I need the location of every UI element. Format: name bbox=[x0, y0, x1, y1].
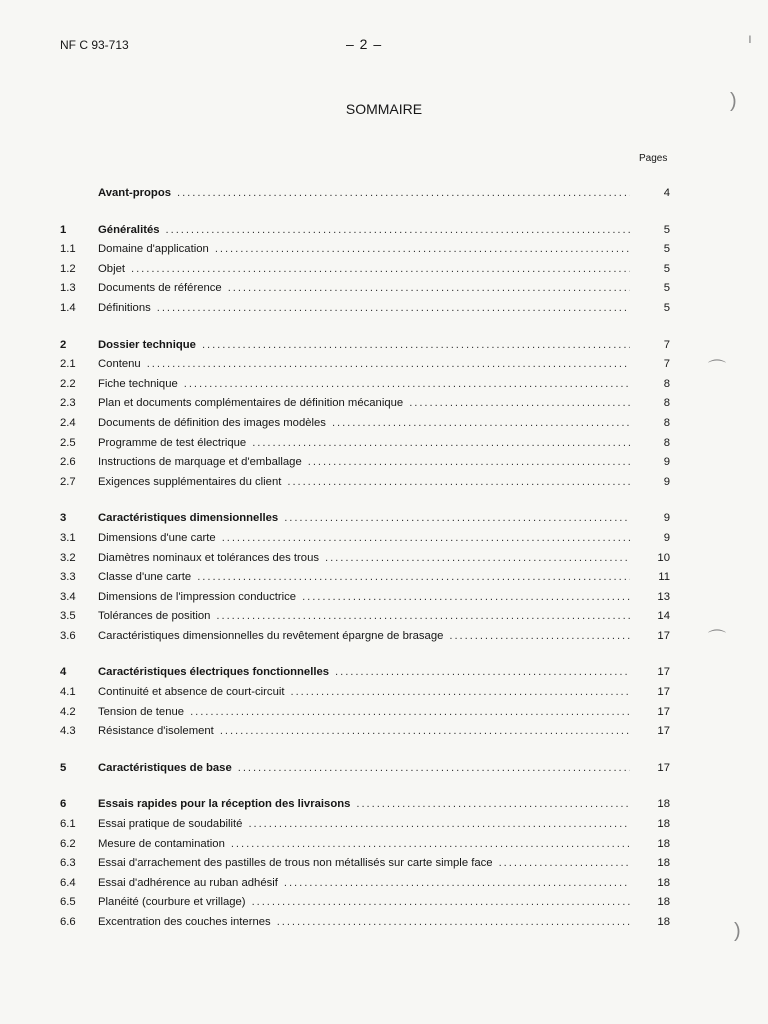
dot-leader bbox=[356, 798, 630, 810]
dot-leader bbox=[190, 706, 630, 718]
toc-page-number: 8 bbox=[663, 436, 670, 449]
toc-page-number: 18 bbox=[657, 896, 670, 909]
dot-leader bbox=[202, 339, 630, 351]
toc-page-number: 5 bbox=[663, 243, 670, 256]
toc-page-number: 18 bbox=[657, 876, 670, 889]
toc-page-number: 14 bbox=[657, 610, 670, 623]
toc-subsection-row[interactable] bbox=[60, 456, 670, 476]
toc-page-number: 8 bbox=[663, 397, 670, 410]
toc-page-number: 4 bbox=[663, 187, 670, 199]
toc-page-number: 17 bbox=[657, 705, 670, 718]
toc-subsection-row[interactable] bbox=[60, 552, 670, 572]
scan-mark: ı bbox=[748, 30, 752, 46]
toc-subsection-row[interactable] bbox=[60, 571, 670, 591]
toc-label: Planéité (courbure et vrillage) bbox=[98, 896, 246, 909]
dot-leader bbox=[147, 358, 630, 370]
table-of-contents bbox=[60, 187, 670, 936]
toc-subsection-row[interactable] bbox=[60, 706, 670, 726]
toc-label: Documents de définition des images modèles bbox=[98, 416, 326, 429]
toc-subsection-row[interactable] bbox=[60, 243, 670, 263]
toc-page-number: 18 bbox=[657, 798, 670, 811]
dot-leader bbox=[252, 437, 630, 449]
toc-label: Domaine d'application bbox=[98, 243, 209, 256]
toc-number: 2.5 bbox=[60, 436, 76, 449]
toc-subsection-row[interactable] bbox=[60, 397, 670, 417]
toc-subsection-row[interactable] bbox=[60, 282, 670, 302]
scan-mark: ) bbox=[730, 90, 737, 112]
section-gap bbox=[60, 322, 670, 339]
toc-label: Essai d'adhérence au ruban adhésif bbox=[98, 876, 278, 889]
toc-label: Classe d'une carte bbox=[98, 571, 192, 584]
toc-number: 1.3 bbox=[60, 282, 76, 295]
toc-label: Plan et documents complémentaires de définition mécanique bbox=[98, 397, 404, 410]
toc-subsection-row[interactable] bbox=[60, 476, 670, 496]
toc-label: Caractéristiques dimensionnelles du revêtement épargne de brasage bbox=[98, 629, 444, 642]
toc-subsection-row[interactable] bbox=[60, 686, 670, 706]
toc-subsection-row[interactable] bbox=[60, 857, 670, 877]
toc-page-number: 9 bbox=[663, 475, 670, 488]
toc-number: 6.6 bbox=[60, 916, 76, 928]
toc-label: Diamètres nominaux et tolérances des trous bbox=[98, 551, 320, 564]
document-reference: NF C 93-713 bbox=[60, 38, 129, 52]
toc-subsection-row[interactable] bbox=[60, 263, 670, 283]
toc-label: Fiche technique bbox=[98, 377, 178, 390]
toc-label: Essai pratique de soudabilité bbox=[98, 818, 243, 831]
section-gap bbox=[60, 495, 670, 512]
dot-leader bbox=[277, 916, 630, 928]
toc-subsection-row[interactable] bbox=[60, 437, 670, 457]
toc-page-number: 7 bbox=[663, 338, 670, 351]
toc-number: 6.2 bbox=[60, 837, 76, 850]
toc-number: 2.3 bbox=[60, 397, 76, 410]
toc-page-number: 5 bbox=[663, 301, 670, 314]
toc-label: Dimensions de l'impression conductrice bbox=[98, 590, 297, 603]
toc-number: 3.4 bbox=[60, 590, 76, 603]
toc-page-number: 18 bbox=[657, 857, 670, 870]
toc-number: 2.7 bbox=[60, 475, 76, 488]
toc-page-number: 10 bbox=[657, 551, 670, 564]
toc-section-row[interactable] bbox=[60, 224, 670, 244]
toc-label: Définitions bbox=[98, 301, 151, 314]
toc-label: Continuité et absence de court-circuit bbox=[98, 686, 285, 699]
toc-page-number: 17 bbox=[657, 666, 670, 679]
toc-label: Mesure de contamination bbox=[98, 837, 225, 850]
dot-leader bbox=[308, 456, 630, 468]
toc-number: 1.1 bbox=[60, 243, 76, 256]
dot-leader bbox=[291, 686, 631, 698]
toc-subsection-row[interactable] bbox=[60, 417, 670, 437]
dot-leader bbox=[216, 610, 630, 622]
dot-leader bbox=[238, 762, 630, 774]
toc-number: 3 bbox=[60, 512, 67, 525]
toc-page-number: 17 bbox=[657, 686, 670, 699]
dot-leader bbox=[449, 630, 630, 642]
toc-label: Objet bbox=[98, 262, 126, 275]
dot-leader bbox=[284, 512, 630, 524]
toc-page-number: 11 bbox=[658, 571, 670, 584]
dot-leader bbox=[231, 838, 630, 850]
scan-mark: ) bbox=[734, 920, 741, 942]
toc-number: 2 bbox=[60, 338, 67, 351]
toc-number: 3.3 bbox=[60, 571, 76, 584]
toc-section-row[interactable] bbox=[60, 762, 670, 782]
toc-label: Essai d'arrachement des pastilles de trous non métallisés sur carte simple face bbox=[98, 857, 493, 870]
toc-subsection-row[interactable] bbox=[60, 610, 670, 630]
dot-leader bbox=[287, 476, 630, 488]
toc-label: Essais rapides pour la réception des livraisons bbox=[98, 798, 351, 811]
dot-leader bbox=[222, 532, 630, 544]
toc-label: Dimensions d'une carte bbox=[98, 531, 216, 544]
toc-subsection-row[interactable] bbox=[60, 818, 670, 838]
toc-number: 3.1 bbox=[60, 531, 76, 544]
toc-subsection-row[interactable] bbox=[60, 591, 670, 611]
dot-leader bbox=[215, 243, 630, 255]
dot-leader bbox=[220, 725, 630, 737]
toc-page-number: 18 bbox=[657, 818, 670, 831]
toc-label: Caractéristiques dimensionnelles bbox=[98, 512, 279, 525]
toc-label: Instructions de marquage et d'emballage bbox=[98, 456, 302, 469]
toc-page-number: 17 bbox=[657, 761, 670, 774]
toc-section-row[interactable] bbox=[60, 512, 670, 532]
dot-leader bbox=[325, 552, 630, 564]
toc-section-row[interactable] bbox=[60, 666, 670, 686]
toc-subsection-row[interactable] bbox=[60, 877, 670, 897]
toc-number: 4.3 bbox=[60, 725, 76, 738]
toc-page-number: 13 bbox=[657, 590, 670, 603]
toc-label: Contenu bbox=[98, 358, 141, 371]
dot-leader bbox=[409, 397, 630, 409]
toc-page-number: 5 bbox=[663, 262, 670, 275]
toc-label: Tension de tenue bbox=[98, 705, 185, 718]
dot-leader bbox=[335, 666, 630, 678]
toc-label: Exigences supplémentaires du client bbox=[98, 475, 282, 488]
toc-number: 6.3 bbox=[60, 857, 76, 870]
dot-leader bbox=[184, 378, 630, 390]
toc-subsection-row[interactable] bbox=[60, 916, 670, 936]
dot-leader bbox=[131, 263, 630, 275]
toc-number: 4 bbox=[60, 666, 67, 679]
toc-label: Caractéristiques de base bbox=[98, 761, 232, 774]
toc-number: 1 bbox=[60, 223, 67, 236]
dot-leader bbox=[166, 224, 630, 236]
toc-label: Généralités bbox=[98, 223, 160, 236]
scan-mark: ⌒ bbox=[708, 629, 726, 649]
toc-page-number: 9 bbox=[663, 531, 670, 544]
toc-number: 2.2 bbox=[60, 377, 76, 390]
toc-subsection-row[interactable] bbox=[60, 725, 670, 745]
toc-number: 2.1 bbox=[60, 358, 76, 371]
toc-number: 4.1 bbox=[60, 686, 76, 699]
toc-subsection-row[interactable] bbox=[60, 378, 670, 398]
toc-page-number: 9 bbox=[663, 512, 670, 525]
dot-leader bbox=[284, 877, 630, 889]
pages-column-heading: Pages bbox=[639, 153, 668, 164]
toc-subsection-row[interactable] bbox=[60, 896, 670, 916]
toc-label: Caractéristiques électriques fonctionnelles bbox=[98, 666, 330, 679]
page-title: SOMMAIRE bbox=[345, 101, 423, 117]
toc-page-number: 5 bbox=[663, 282, 670, 295]
toc-label: Dossier technique bbox=[98, 338, 196, 351]
toc-section-row[interactable] bbox=[60, 798, 670, 818]
toc-number: 3.2 bbox=[60, 551, 76, 564]
toc-page-number: 18 bbox=[657, 916, 670, 928]
toc-subsection-row[interactable] bbox=[60, 358, 670, 378]
toc-label: Programme de test électrique bbox=[98, 436, 247, 449]
toc-page-number: 7 bbox=[663, 358, 670, 371]
toc-subsection-row[interactable] bbox=[60, 302, 670, 322]
dot-leader bbox=[252, 896, 630, 908]
toc-page-number: 9 bbox=[663, 456, 670, 469]
dot-leader bbox=[228, 282, 630, 294]
toc-label: Excentration des couches internes bbox=[98, 916, 271, 928]
dot-leader bbox=[248, 818, 630, 830]
toc-subsection-row[interactable] bbox=[60, 838, 670, 858]
scan-mark: ⌒ bbox=[708, 359, 726, 379]
section-gap bbox=[60, 781, 670, 798]
toc-label: Tolérances de position bbox=[98, 610, 211, 623]
section-gap bbox=[60, 207, 670, 224]
dot-leader bbox=[302, 591, 630, 603]
dot-leader bbox=[332, 417, 630, 429]
toc-page-number: 17 bbox=[657, 629, 670, 642]
section-gap bbox=[60, 649, 670, 666]
toc-label: Résistance d'isolement bbox=[98, 725, 214, 738]
toc-page-number: 8 bbox=[663, 377, 670, 390]
page-number: – 2 – bbox=[346, 36, 383, 52]
toc-subsection-row[interactable] bbox=[60, 532, 670, 552]
toc-section-row[interactable] bbox=[60, 187, 670, 207]
toc-number: 6.5 bbox=[60, 896, 76, 909]
toc-number: 3.5 bbox=[60, 610, 76, 623]
toc-number: 1.4 bbox=[60, 301, 76, 314]
toc-section-row[interactable] bbox=[60, 339, 670, 359]
toc-number: 4.2 bbox=[60, 705, 76, 718]
toc-number: 5 bbox=[60, 761, 67, 774]
toc-label: Documents de référence bbox=[98, 282, 222, 295]
toc-number: 6 bbox=[60, 798, 67, 811]
toc-page-number: 17 bbox=[657, 725, 670, 738]
toc-number: 2.6 bbox=[60, 456, 76, 469]
toc-number: 2.4 bbox=[60, 416, 76, 429]
toc-number: 1.2 bbox=[60, 262, 76, 275]
toc-page-number: 18 bbox=[657, 837, 670, 850]
section-gap bbox=[60, 745, 670, 762]
dot-leader bbox=[177, 187, 630, 199]
toc-number: 6.4 bbox=[60, 876, 76, 889]
toc-number: 6.1 bbox=[60, 818, 76, 831]
dot-leader bbox=[157, 302, 630, 314]
toc-label: Avant-propos bbox=[98, 187, 172, 199]
toc-page-number: 8 bbox=[663, 416, 670, 429]
toc-page-number: 5 bbox=[663, 223, 670, 236]
toc-subsection-row[interactable] bbox=[60, 630, 670, 650]
toc-number: 3.6 bbox=[60, 629, 76, 642]
dot-leader bbox=[197, 571, 630, 583]
dot-leader bbox=[499, 857, 630, 869]
